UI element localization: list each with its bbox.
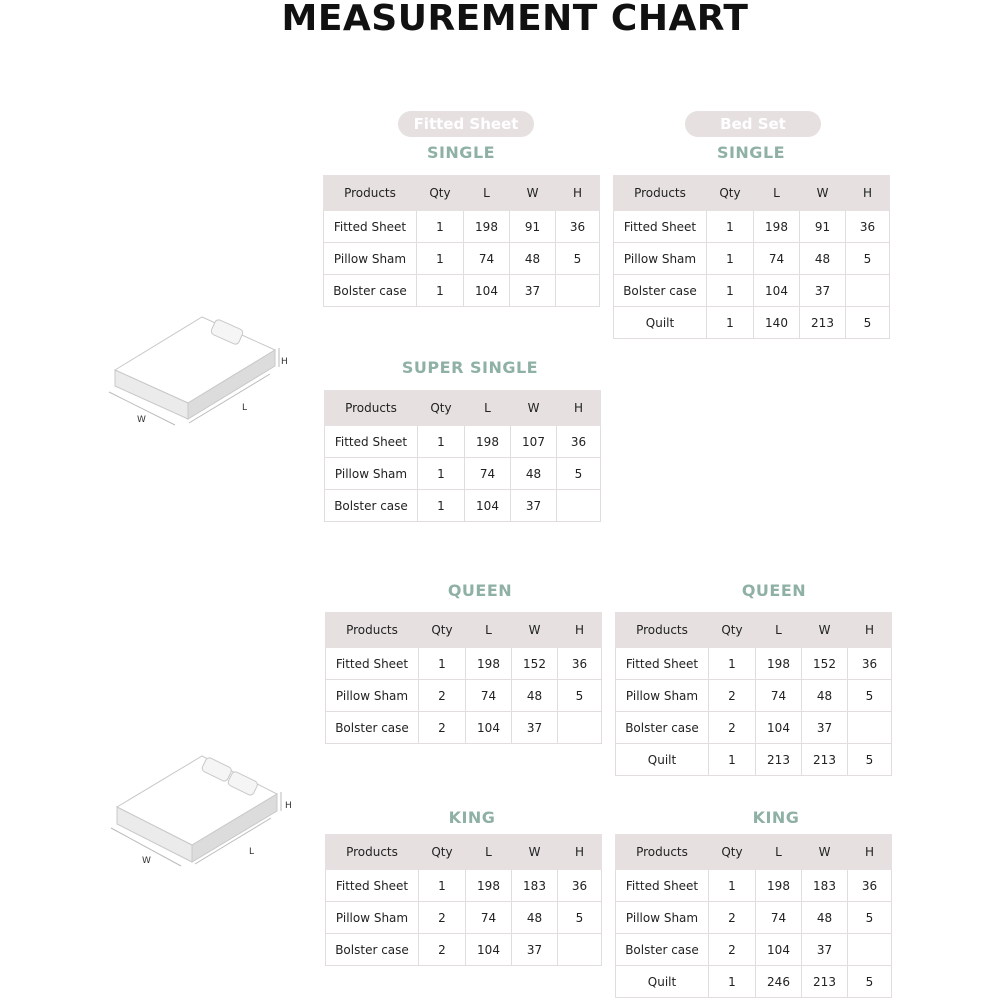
table-cell: 1: [417, 243, 464, 275]
column-header: Products: [616, 835, 709, 870]
table-cell: 37: [512, 712, 558, 744]
table-row: [614, 275, 890, 307]
column-header: W: [510, 176, 556, 211]
table-cell: Quilt: [614, 307, 707, 339]
table-cell: 37: [511, 490, 557, 522]
table-cell: Fitted Sheet: [616, 648, 709, 680]
table-row: [616, 712, 892, 744]
table-row: [616, 934, 892, 966]
table-cell: 1: [709, 870, 756, 902]
table-cell: [558, 712, 602, 744]
table-cell: Pillow Sham: [616, 680, 709, 712]
size-title: SINGLE: [716, 143, 786, 162]
column-header: H: [557, 391, 601, 426]
table-cell: 1: [709, 648, 756, 680]
table-header-row: [616, 613, 892, 648]
table-cell: 2: [419, 680, 466, 712]
table-cell: 152: [802, 648, 848, 680]
fitted-sheet-pill: Fitted Sheet: [398, 111, 534, 137]
table-cell: 5: [848, 966, 892, 998]
table-cell: Fitted Sheet: [326, 870, 419, 902]
column-header: Products: [324, 176, 417, 211]
column-header: Qty: [417, 176, 464, 211]
column-header: W: [800, 176, 846, 211]
bed-width-label: W: [142, 856, 151, 866]
table-cell: 198: [466, 870, 512, 902]
table-cell: 48: [800, 243, 846, 275]
table-cell: 36: [558, 870, 602, 902]
column-header: W: [512, 835, 558, 870]
table-row: [326, 902, 602, 934]
table-cell: 2: [419, 934, 466, 966]
table-row: [616, 744, 892, 776]
table-cell: 5: [557, 458, 601, 490]
table-row: [616, 870, 892, 902]
column-header: Products: [614, 176, 707, 211]
table-cell: Bolster case: [326, 934, 419, 966]
column-header: Products: [326, 613, 419, 648]
table-cell: Quilt: [616, 966, 709, 998]
table-cell: 5: [848, 744, 892, 776]
table-cell: 5: [558, 902, 602, 934]
double-bed-diagram-icon: [105, 752, 300, 870]
bed-set-pill: Bed Set: [685, 111, 821, 137]
column-header: Qty: [709, 613, 756, 648]
measurement-table: [325, 612, 602, 744]
table-row: [614, 211, 890, 243]
table-cell: 183: [802, 870, 848, 902]
table-cell: 213: [756, 744, 802, 776]
measurement-table: [325, 834, 602, 966]
table-cell: 1: [707, 211, 754, 243]
table-cell: Bolster case: [325, 490, 418, 522]
table-cell: 198: [465, 426, 511, 458]
table-row: [324, 243, 600, 275]
table-cell: 74: [466, 902, 512, 934]
table-cell: 1: [707, 275, 754, 307]
table-cell: 1: [707, 307, 754, 339]
table-cell: 104: [754, 275, 800, 307]
table-cell: Bolster case: [324, 275, 417, 307]
column-header: L: [756, 835, 802, 870]
table-cell: 5: [848, 680, 892, 712]
table-cell: 36: [558, 648, 602, 680]
table-cell: 2: [709, 712, 756, 744]
table-cell: Pillow Sham: [616, 902, 709, 934]
table-cell: 104: [465, 490, 511, 522]
bed-length-label: L: [242, 403, 248, 413]
table-row: [326, 680, 602, 712]
table-header-row: [325, 391, 601, 426]
column-header: L: [466, 613, 512, 648]
column-header: L: [466, 835, 512, 870]
column-header: L: [465, 391, 511, 426]
column-header: Qty: [419, 613, 466, 648]
size-title: KING: [448, 808, 496, 827]
size-title: SUPER SINGLE: [401, 358, 539, 377]
column-header: Qty: [709, 835, 756, 870]
table-cell: 198: [754, 211, 800, 243]
table-cell: 36: [846, 211, 890, 243]
column-header: H: [848, 835, 892, 870]
table-cell: 1: [419, 870, 466, 902]
column-header: L: [754, 176, 800, 211]
column-header: W: [802, 613, 848, 648]
table-cell: [557, 490, 601, 522]
table-cell: Pillow Sham: [325, 458, 418, 490]
table-cell: 1: [707, 243, 754, 275]
table-row: [614, 243, 890, 275]
column-header: W: [511, 391, 557, 426]
column-header: H: [556, 176, 600, 211]
column-header: W: [512, 613, 558, 648]
column-header: Qty: [418, 391, 465, 426]
table-cell: 48: [802, 680, 848, 712]
table-cell: Bolster case: [614, 275, 707, 307]
table-cell: 1: [417, 211, 464, 243]
table-row: [326, 934, 602, 966]
table-header-row: [326, 613, 602, 648]
column-header: Products: [325, 391, 418, 426]
measurement-table: [613, 175, 890, 339]
table-row: [326, 648, 602, 680]
table-cell: 198: [466, 648, 512, 680]
table-cell: Fitted Sheet: [325, 426, 418, 458]
table-cell: 74: [464, 243, 510, 275]
table-row: [324, 275, 600, 307]
table-row: [616, 680, 892, 712]
table-row: [326, 870, 602, 902]
size-title: KING: [752, 808, 800, 827]
table-cell: 1: [419, 648, 466, 680]
table-cell: 91: [510, 211, 556, 243]
size-title: QUEEN: [447, 581, 513, 600]
column-header: Qty: [419, 835, 466, 870]
table-cell: 74: [465, 458, 511, 490]
table-cell: 152: [512, 648, 558, 680]
table-cell: Bolster case: [616, 934, 709, 966]
table-cell: 74: [756, 902, 802, 934]
table-cell: 198: [756, 870, 802, 902]
table-row: [326, 712, 602, 744]
table-cell: 1: [417, 275, 464, 307]
single-bed-diagram-icon: [105, 312, 295, 427]
table-cell: 74: [466, 680, 512, 712]
table-cell: [556, 275, 600, 307]
table-cell: 2: [709, 934, 756, 966]
table-cell: 2: [419, 902, 466, 934]
measurement-table: [324, 390, 601, 522]
table-cell: 5: [558, 680, 602, 712]
table-cell: 48: [512, 902, 558, 934]
table-cell: 213: [802, 966, 848, 998]
table-cell: 1: [418, 458, 465, 490]
table-cell: 1: [418, 426, 465, 458]
table-cell: 2: [709, 902, 756, 934]
table-cell: 48: [512, 680, 558, 712]
column-header: H: [846, 176, 890, 211]
table-cell: [846, 275, 890, 307]
table-cell: 37: [802, 934, 848, 966]
page-title: MEASUREMENT CHART: [281, 0, 749, 39]
table-row: [616, 648, 892, 680]
table-cell: Fitted Sheet: [614, 211, 707, 243]
table-cell: Fitted Sheet: [326, 648, 419, 680]
table-cell: 198: [464, 211, 510, 243]
table-cell: [848, 934, 892, 966]
table-cell: 48: [511, 458, 557, 490]
table-cell: 104: [756, 712, 802, 744]
table-cell: Pillow Sham: [326, 680, 419, 712]
table-cell: 104: [466, 712, 512, 744]
column-header: Products: [616, 613, 709, 648]
bed-height-label: H: [285, 801, 292, 811]
table-cell: Quilt: [616, 744, 709, 776]
column-header: L: [464, 176, 510, 211]
table-row: [324, 211, 600, 243]
table-cell: 246: [756, 966, 802, 998]
table-cell: 5: [846, 243, 890, 275]
table-cell: 36: [848, 870, 892, 902]
table-cell: 1: [709, 744, 756, 776]
table-cell: 36: [557, 426, 601, 458]
table-cell: 37: [512, 934, 558, 966]
table-header-row: [614, 176, 890, 211]
table-header-row: [616, 835, 892, 870]
table-cell: 74: [756, 680, 802, 712]
table-cell: Bolster case: [326, 712, 419, 744]
table-cell: 5: [848, 902, 892, 934]
table-row: [616, 966, 892, 998]
size-title: QUEEN: [741, 581, 807, 600]
table-cell: 140: [754, 307, 800, 339]
measurement-table: [323, 175, 600, 307]
column-header: Qty: [707, 176, 754, 211]
table-cell: 1: [709, 966, 756, 998]
column-header: H: [558, 835, 602, 870]
table-cell: 37: [802, 712, 848, 744]
bed-width-label: W: [137, 415, 146, 425]
table-cell: 213: [800, 307, 846, 339]
table-cell: 91: [800, 211, 846, 243]
table-cell: Pillow Sham: [326, 902, 419, 934]
table-cell: 36: [556, 211, 600, 243]
column-header: L: [756, 613, 802, 648]
column-header: H: [558, 613, 602, 648]
table-cell: Fitted Sheet: [616, 870, 709, 902]
table-cell: 107: [511, 426, 557, 458]
table-cell: 37: [800, 275, 846, 307]
table-cell: 48: [802, 902, 848, 934]
table-cell: 2: [709, 680, 756, 712]
table-cell: [848, 712, 892, 744]
bed-height-label: H: [281, 357, 288, 367]
table-cell: 104: [464, 275, 510, 307]
table-row: [325, 426, 601, 458]
table-cell: 5: [556, 243, 600, 275]
table-cell: [558, 934, 602, 966]
table-cell: 1: [418, 490, 465, 522]
column-header: H: [848, 613, 892, 648]
table-cell: 2: [419, 712, 466, 744]
table-row: [616, 902, 892, 934]
table-row: [325, 490, 601, 522]
measurement-table: [615, 834, 892, 998]
table-cell: 198: [756, 648, 802, 680]
table-cell: 104: [466, 934, 512, 966]
table-cell: 37: [510, 275, 556, 307]
table-cell: Fitted Sheet: [324, 211, 417, 243]
table-cell: 48: [510, 243, 556, 275]
table-cell: 36: [848, 648, 892, 680]
size-title: SINGLE: [426, 143, 496, 162]
table-cell: 74: [754, 243, 800, 275]
table-cell: 5: [846, 307, 890, 339]
table-header-row: [324, 176, 600, 211]
table-cell: Bolster case: [616, 712, 709, 744]
table-cell: Pillow Sham: [614, 243, 707, 275]
table-header-row: [326, 835, 602, 870]
table-row: [614, 307, 890, 339]
measurement-table: [615, 612, 892, 776]
bed-length-label: L: [249, 847, 255, 857]
table-row: [325, 458, 601, 490]
table-cell: 104: [756, 934, 802, 966]
table-cell: Pillow Sham: [324, 243, 417, 275]
table-cell: 183: [512, 870, 558, 902]
column-header: Products: [326, 835, 419, 870]
column-header: W: [802, 835, 848, 870]
table-cell: 213: [802, 744, 848, 776]
